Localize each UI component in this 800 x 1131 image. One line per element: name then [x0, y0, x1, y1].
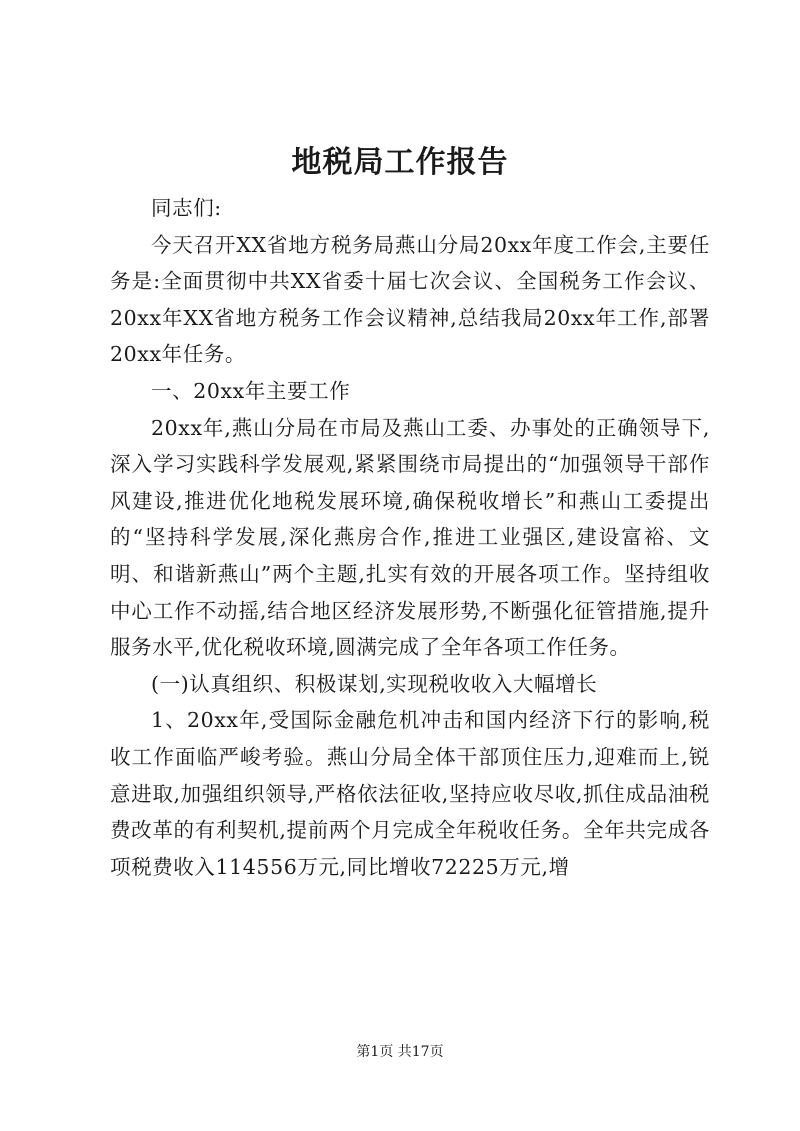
revenue-paragraph: 1、20xx年,受国际金融危机冲击和国内经济下行的影响,税收工作面临严峻考验。燕山分局全体干部顶住压力,迎难而上,锐意进取,加强组织领导,严格依法征收,坚持应收尽收,抓住成品油税费改革的有利契机,提前两个月完成全年税收任务。全年共完成各项税费收入114556万元,同比增收72225万元,增: [110, 708, 710, 879]
overview-paragraph: 20xx年,燕山分局在市局及燕山工委、办事处的正确领导下,深入学习实践科学发展观,紧紧围绕市局提出的“加强领导干部作风建设,推进优化地税发展环境,确保税收增长”和燕山工委提出的“坚持科学发展,深化燕房合作,推进工业强区,建设富裕、文明、和谐新燕山”两个主题,扎实有效的开展各项工作。坚持组收中心工作不动摇,结合地区经济发展形势,不断强化征管措施,提升服务水平,优化税收环境,圆满完成了全年各项工作任务。: [110, 415, 710, 660]
document-body: [110, 190, 710, 885]
document-title: 地税局工作报告: [291, 145, 509, 180]
salutation-paragraph: 同志们:: [151, 196, 222, 220]
section-heading: 一、20xx年主要工作: [151, 378, 351, 403]
page-footer: 第1页 共17页: [356, 1044, 444, 1060]
subsection-heading: (一)认真组织、积极谋划,实现税收收入大幅增长: [151, 671, 598, 696]
intro-paragraph: 今天召开XX省地方税务局燕山分局20xx年度工作会,主要任务是:全面贯彻中共XX省委十届七次会议、全国税务工作会议、20xx年XX省地方税务工作会议精神,总结我局20xx年工作,部署20xx年任务。: [110, 232, 710, 367]
